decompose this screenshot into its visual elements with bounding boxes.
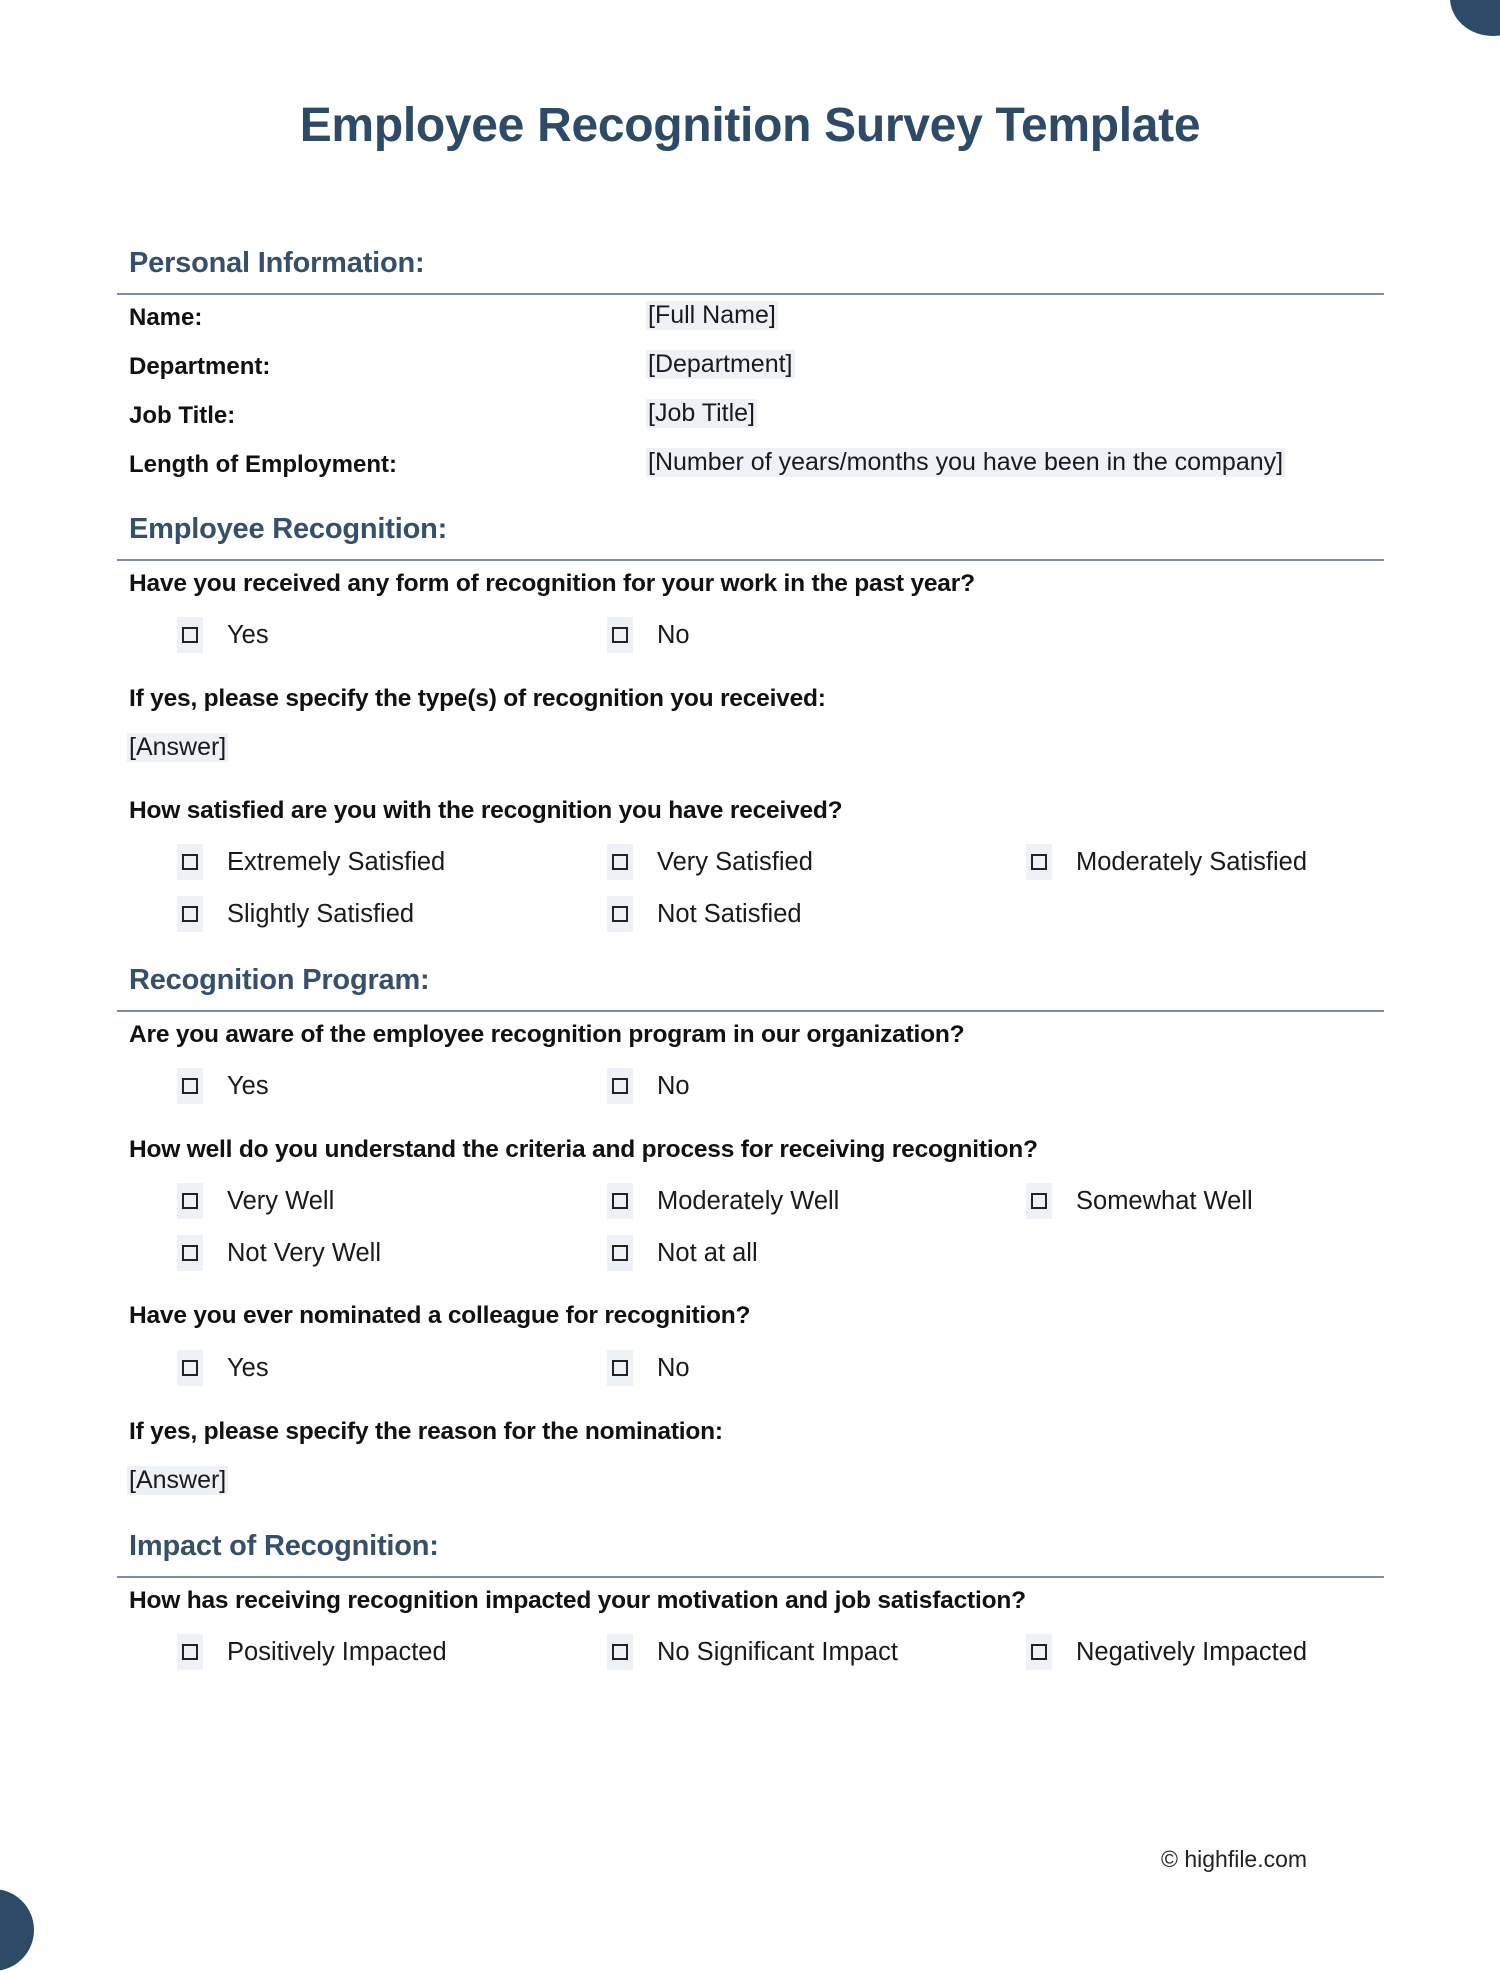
question-recognition-types: If yes, please specify the type(s) of recognition you received:	[129, 685, 826, 712]
option-very-satisfied[interactable]: Very Satisfied	[607, 844, 813, 880]
option-extremely-satisfied[interactable]: Extremely Satisfied	[177, 844, 445, 880]
checkbox-icon[interactable]	[1026, 844, 1052, 880]
question-nomination-reason: If yes, please specify the reason for the nomination:	[129, 1418, 723, 1445]
question-nominated-colleague: Have you ever nominated a colleague for recognition?	[129, 1302, 751, 1329]
checkbox-icon[interactable]	[177, 1350, 203, 1386]
question-received-recognition: Have you received any form of recognition for your work in the past year?	[129, 570, 975, 597]
checkbox-icon[interactable]	[607, 844, 633, 880]
question-aware-of-program: Are you aware of the employee recognition program in our organization?	[129, 1021, 965, 1048]
checkbox-icon[interactable]	[177, 896, 203, 932]
option-slightly-satisfied[interactable]: Slightly Satisfied	[177, 896, 414, 932]
option-moderately-well[interactable]: Moderately Well	[607, 1183, 839, 1219]
field-value-name[interactable]: [Full Name]	[648, 301, 776, 329]
question-satisfaction: How satisfied are you with the recognition you have received?	[129, 797, 843, 824]
answer-field[interactable]: [Answer]	[129, 733, 227, 761]
option-somewhat-well[interactable]: Somewhat Well	[1026, 1183, 1253, 1219]
corner-decoration-top-right	[1450, 0, 1500, 36]
checkbox-icon[interactable]	[177, 1634, 203, 1670]
section-divider	[117, 1576, 1384, 1578]
option-no-significant-impact[interactable]: No Significant Impact	[607, 1634, 898, 1670]
question-understand-criteria: How well do you understand the criteria and process for receiving recognition?	[129, 1136, 1038, 1163]
page-title: Employee Recognition Survey Template	[299, 99, 1201, 152]
field-value-length-of-employment[interactable]: [Number of years/months you have been in the company]	[648, 448, 1284, 476]
field-value-job-title[interactable]: [Job Title]	[648, 399, 755, 427]
option-very-well[interactable]: Very Well	[177, 1183, 334, 1219]
field-value-department[interactable]: [Department]	[648, 350, 793, 378]
section-heading-employee-recognition: Employee Recognition:	[129, 513, 448, 545]
question-impact-motivation: How has receiving recognition impacted your motivation and job satisfaction?	[129, 1587, 1026, 1614]
option-not-at-all[interactable]: Not at all	[607, 1235, 758, 1271]
field-label-job-title: Job Title:	[129, 402, 236, 429]
option-moderately-satisfied[interactable]: Moderately Satisfied	[1026, 844, 1307, 880]
option-yes[interactable]: Yes	[177, 617, 269, 653]
option-no[interactable]: No	[607, 1068, 690, 1104]
option-no[interactable]: No	[607, 1350, 690, 1386]
section-heading-impact-of-recognition: Impact of Recognition:	[129, 1530, 439, 1562]
checkbox-icon[interactable]	[177, 1235, 203, 1271]
answer-field[interactable]: [Answer]	[129, 1466, 227, 1494]
option-no[interactable]: No	[607, 617, 690, 653]
field-label-department: Department:	[129, 353, 271, 380]
field-label-length-of-employment: Length of Employment:	[129, 451, 397, 478]
corner-decoration-bottom-left	[0, 1889, 34, 1971]
section-divider	[117, 293, 1384, 295]
checkbox-icon[interactable]	[607, 1183, 633, 1219]
checkbox-icon[interactable]	[177, 1183, 203, 1219]
footer-copyright[interactable]: © highfile.com	[1161, 1846, 1308, 1872]
field-label-name: Name:	[129, 304, 203, 331]
checkbox-icon[interactable]	[1026, 1183, 1052, 1219]
section-divider	[117, 559, 1384, 561]
option-yes[interactable]: Yes	[177, 1068, 269, 1104]
checkbox-icon[interactable]	[607, 1350, 633, 1386]
option-negatively-impacted[interactable]: Negatively Impacted	[1026, 1634, 1307, 1670]
checkbox-icon[interactable]	[607, 1068, 633, 1104]
checkbox-icon[interactable]	[1026, 1634, 1052, 1670]
option-positively-impacted[interactable]: Positively Impacted	[177, 1634, 447, 1670]
checkbox-icon[interactable]	[177, 844, 203, 880]
checkbox-icon[interactable]	[607, 617, 633, 653]
section-heading-personal-information: Personal Information:	[129, 247, 425, 279]
option-not-satisfied[interactable]: Not Satisfied	[607, 896, 802, 932]
option-not-very-well[interactable]: Not Very Well	[177, 1235, 381, 1271]
section-heading-recognition-program: Recognition Program:	[129, 964, 430, 996]
checkbox-icon[interactable]	[177, 617, 203, 653]
checkbox-icon[interactable]	[177, 1068, 203, 1104]
section-divider	[117, 1010, 1384, 1012]
checkbox-icon[interactable]	[607, 896, 633, 932]
checkbox-icon[interactable]	[607, 1235, 633, 1271]
checkbox-icon[interactable]	[607, 1634, 633, 1670]
option-yes[interactable]: Yes	[177, 1350, 269, 1386]
